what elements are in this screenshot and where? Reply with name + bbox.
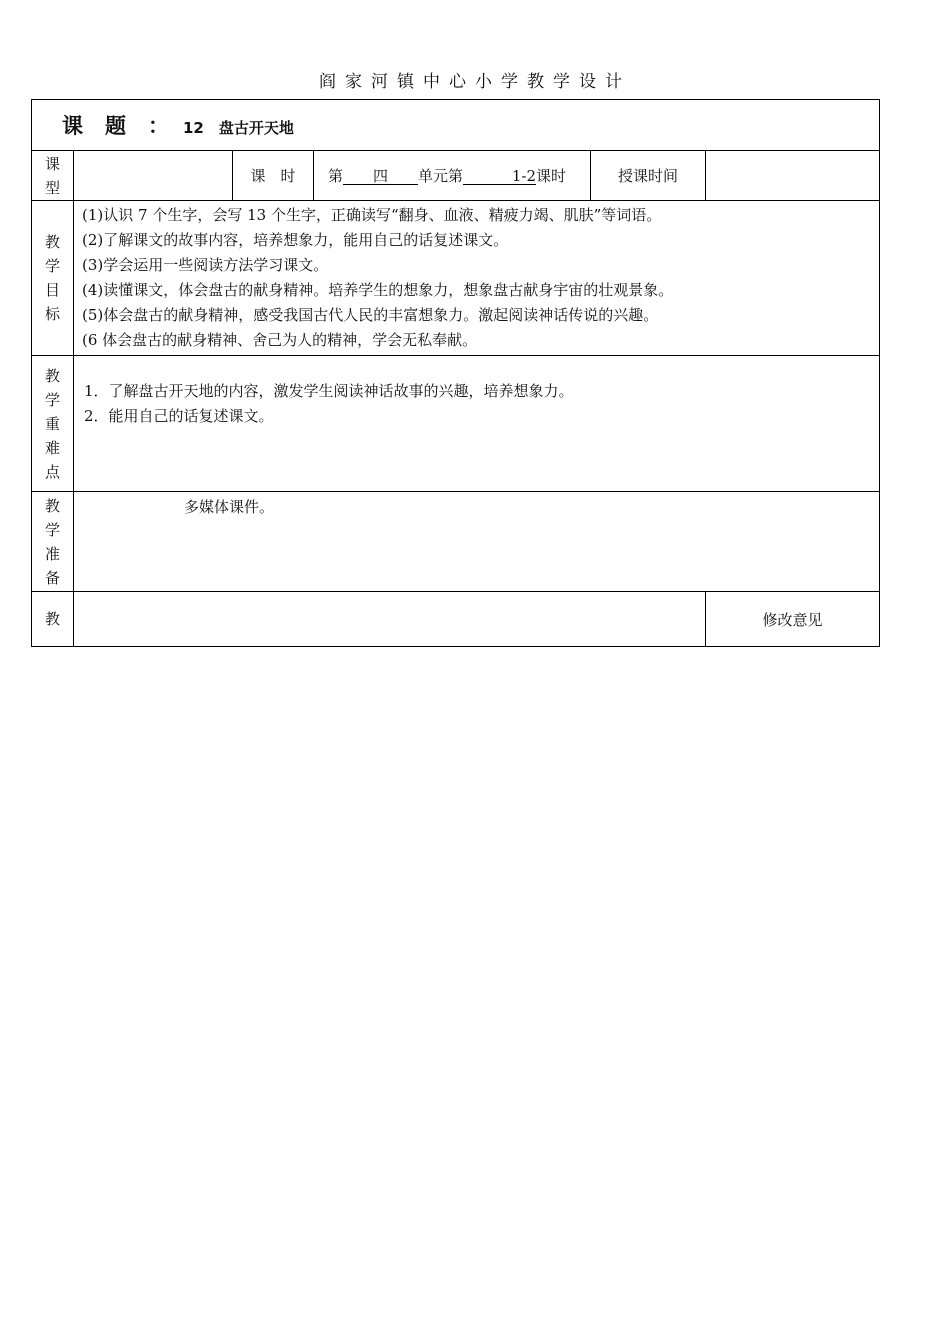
process-row: [32, 592, 880, 647]
process-label: 教: [32, 592, 74, 647]
unit-prefix: 第: [328, 167, 344, 185]
lesson-type-label: 课 型: [32, 151, 74, 201]
revision-label: 修改意见: [706, 592, 880, 647]
goal-item: (5)体会盘古的献身精神，感受我国古代人民的丰富想象力。激起阅读神话传说的兴趣。: [82, 306, 659, 324]
key-points-content: [74, 356, 880, 492]
key-points-row: [32, 356, 880, 492]
goal-item: (3)学会运用一些阅读方法学习课文。: [82, 256, 329, 274]
lesson-plan-table: [31, 99, 880, 647]
topic-cell: [32, 100, 880, 151]
goal-item: (2)了解课文的故事内容，培养想象力，能用自己的话复述课文。: [82, 231, 509, 249]
unit-lesson-cell: [314, 151, 591, 201]
goal-item: (4)读懂课文，体会盘古的献身精神。培养学生的想象力，想象盘古献身宇宙的壮观景象。: [82, 281, 674, 299]
period-label: 课 时: [233, 151, 314, 201]
teach-time-label: 授课时间: [591, 151, 706, 201]
preparation-value: 多媒体课件。: [74, 492, 880, 592]
topic-colon: ：: [148, 114, 169, 138]
key-points-label: 教 学 重 难 点: [32, 356, 74, 492]
unit-value: 四: [343, 168, 418, 185]
topic-label: 课题: [62, 114, 148, 138]
lesson-type-value: [74, 151, 233, 201]
lesson-suffix: 课时: [536, 167, 567, 185]
goals-row: [32, 201, 880, 356]
topic-value: 12 盘古开天地: [183, 119, 294, 137]
preparation-label: 教 学 准 备: [32, 492, 74, 592]
goal-item: (1)认识 7 个生字，会写 13 个生字，正确读写“翻身、血液、精疲力竭、肌肤”等词语。: [82, 206, 662, 224]
process-content: [74, 592, 706, 647]
goals-label: 教 学 目 标: [32, 201, 74, 356]
key-point-item: 2．能用自己的话复述课文。: [84, 406, 274, 425]
key-point-item: 1．了解盘古开天地的内容，激发学生阅读神话故事的兴趣，培养想象力。: [84, 381, 574, 400]
lesson-type-row: [32, 151, 880, 201]
page-title: 阎家河镇中心小学教学设计: [319, 72, 631, 92]
unit-suffix: 单元第: [418, 167, 464, 185]
preparation-row: [32, 492, 880, 592]
teach-time-value: [706, 151, 880, 201]
goal-item: (6 体会盘古的献身精神、舍己为人的精神，学会无私奉献。: [82, 331, 478, 349]
topic-row: [32, 100, 880, 151]
lesson-value: 1-2: [463, 168, 536, 185]
goals-content: [74, 201, 880, 356]
